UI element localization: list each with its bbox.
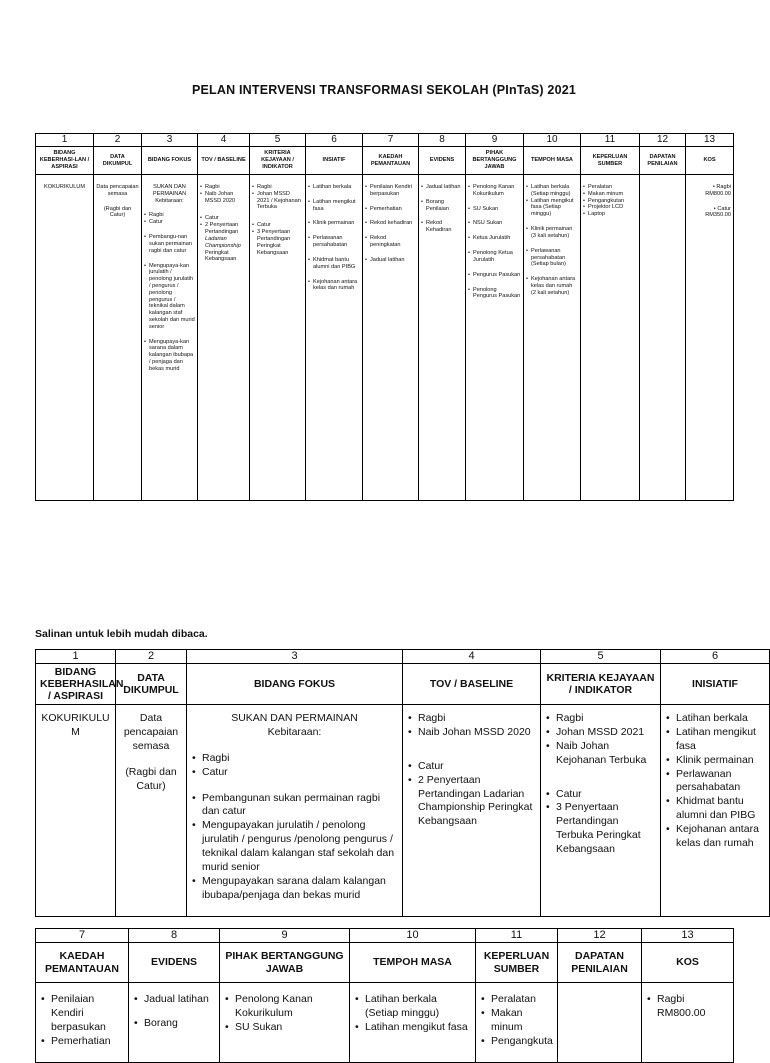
column-header: TEMPOH MASA (524, 147, 581, 175)
cell-aspirasi (36, 175, 94, 501)
column-header: BIDANG FOKUS (187, 664, 403, 705)
column-number: 1 (36, 650, 116, 664)
cell-text: 2 Penyertaan Pertandingan (205, 222, 239, 236)
cell-tov (403, 705, 541, 917)
list-item: • Catur (144, 219, 195, 226)
column-number: 11 (476, 929, 558, 943)
column-number: 7 (36, 929, 129, 943)
column-number: 11 (581, 134, 640, 147)
column-number: 8 (129, 929, 220, 943)
list-item: • Mengupaya-kan sarana dalam kalangan ibubapa / penjaga dan bekas murid (144, 339, 195, 373)
column-header: EVIDENS (129, 943, 220, 983)
list-item: • Rekod Kehadiran (421, 220, 463, 234)
cell-kaedah (363, 175, 419, 501)
list-item: • Naib Johan MSSD 2020 (407, 726, 536, 740)
column-header: PIHAK BERTANGGUNG JAWAB (466, 147, 524, 175)
column-header: PIHAK BERTANGGUNG JAWAB (220, 943, 350, 983)
column-header: DAPATAN PENILAIAN (558, 943, 642, 983)
column-header: KRITERIA KEJAYAAN / INDIKATOR (541, 664, 661, 705)
cell-pihak (220, 983, 350, 1063)
list-item: • Ketua Jurulatih (468, 235, 521, 242)
list-item: • Makan minum (583, 191, 637, 198)
list-item: • Klinik permainan (308, 220, 360, 227)
cell-text: Kebitaraan: (267, 726, 322, 739)
column-header: KRITERIA KEJAYAAN / INDIKATOR (250, 147, 306, 175)
list-item: • Catur (407, 760, 536, 774)
column-number: 5 (250, 134, 306, 147)
list-item: • Khidmat bantu alumni dan PIBG (665, 795, 765, 823)
cell-aspirasi (36, 705, 116, 917)
column-header: EVIDENS (419, 147, 466, 175)
column-header: TOV / BASELINE (198, 147, 250, 175)
list-item: • Penilaian Kendiri berpasukan (365, 184, 416, 198)
plan-table-part-2 (35, 928, 734, 1063)
column-number: 13 (642, 929, 734, 943)
list-item: • Latihan mengikut fasa (Setiap minggu) (526, 198, 578, 218)
list-item: • Ragbi (252, 184, 303, 191)
column-number: 10 (524, 134, 581, 147)
list-item: • Borang Penilaian (421, 199, 463, 213)
column-number: 4 (198, 134, 250, 147)
list-item: • Rekod kehadiran (365, 220, 416, 227)
cell-text: Kebitaraan: (155, 197, 184, 204)
cell-text: Peringkat Kebangsaan (205, 249, 237, 263)
list-item: • Rekod peningkatan (365, 235, 416, 249)
column-number: 5 (541, 650, 661, 664)
list-item (200, 222, 247, 263)
cell-tempoh (524, 175, 581, 501)
cell-keperluan (476, 983, 558, 1063)
list-item: • Mengupayakan jurulatih / penolong jurulatih / pengurus /penolong pengurus / teknikal dalam kalangan staf sekolah dan murid senior (191, 819, 398, 874)
list-item: • Latihan berkala (Setiap minggu) (526, 184, 578, 198)
column-header: BIDANG KEBERHASI-LAN / ASPIRASI (36, 147, 94, 175)
column-number: 6 (306, 134, 363, 147)
column-number: 10 (350, 929, 476, 943)
plan-table-part-1 (35, 649, 770, 917)
list-item: • Ragbi RM800.00 (646, 993, 729, 1021)
column-number: 3 (187, 650, 403, 664)
cell-kos (686, 175, 734, 501)
cell-text: SUKAN DAN PERMAINAN (152, 184, 187, 197)
document-title: PELAN INTERVENSI TRANSFORMASI SEKOLAH (PInTaS) 2021 (191, 83, 577, 97)
cell-pihak (466, 175, 524, 501)
list-item: • Naib Johan MSSD 2020 (200, 191, 247, 205)
cell-bidang-fokus (142, 175, 198, 501)
column-header: KAEDAH PEMANTAUAN (363, 147, 419, 175)
list-item: • Jadual latihan (365, 257, 416, 264)
list-item: • Penilaian Kendiri berpasukan (40, 993, 124, 1035)
list-item: • Penolong Kanan Kokurikulum (468, 184, 521, 198)
list-item: • Jadual latihan (421, 184, 463, 191)
list-item: • Catur (545, 788, 656, 802)
cell-kriteria (541, 705, 661, 917)
cell-keperluan (581, 175, 640, 501)
list-item: • Latihan mengikut fasa (308, 199, 360, 213)
cell-inisiatif (306, 175, 363, 501)
list-item: • Johan MSSD 2021 / Kejohanan Terbuka (252, 191, 303, 211)
cell-text: (Ragbi dan Catur) (103, 205, 132, 219)
cell-text: (Ragbi dan Catur) (125, 765, 177, 792)
list-item: • Perlawanan persahabatan (308, 235, 360, 249)
list-item: • Catur (191, 766, 398, 780)
cell-dapatan (640, 175, 686, 501)
cell-data (116, 705, 187, 917)
cell-text: Ragbi RM800.00 (705, 184, 731, 197)
list-item: • Ragbi (144, 212, 195, 219)
list-item: • Perlawanan persahabatan (Setiap bulan) (526, 248, 578, 268)
list-item: • Naib Johan Kejohanan Terbuka (545, 740, 656, 768)
cell-dapatan (558, 983, 642, 1063)
cell-evidens (129, 983, 220, 1063)
list-item: • Pengangkutan (583, 198, 637, 205)
list-item: • Peralatan (583, 184, 637, 191)
column-header: KOS (642, 943, 734, 983)
column-header: INISIATIF (661, 664, 770, 705)
cell-inisiatif (661, 705, 770, 917)
cell-text: Data pencapaian semasa (96, 184, 139, 197)
list-item: • SU Sukan (468, 206, 521, 213)
column-header: DATA DIKUMPUL (116, 664, 187, 705)
list-item: • Latihan berkala (308, 184, 360, 191)
column-number: 1 (36, 134, 94, 147)
column-header: INSIATIF (306, 147, 363, 175)
list-item: • Kejohanan antara kelas dan rumah (2 kali setahun) (526, 276, 578, 296)
column-header: BIDANG KEBERHASILAN / ASPIRASI (36, 664, 116, 705)
column-number: 6 (661, 650, 770, 664)
list-item: • Perlawanan persahabatan (665, 768, 765, 796)
list-item: • Klinik permainan (3 kali setahun) (526, 226, 578, 240)
list-item: • Latihan mengikut fasa (354, 1021, 471, 1035)
list-item: • Pemerhatian (365, 206, 416, 213)
list-item: • Kejohanan antara kelas dan rumah (308, 279, 360, 293)
column-header: KOS (686, 147, 734, 175)
column-number: 3 (142, 134, 198, 147)
cell-data (94, 175, 142, 501)
list-item: • Latihan berkala (665, 712, 765, 726)
cell-text: SUKAN DAN PERMAINAN (231, 712, 358, 725)
list-item: • Projektor LCD (583, 204, 637, 211)
list-item: • Borang (133, 1017, 215, 1031)
list-item: • Penolong Ketua Jurulatih (468, 250, 521, 264)
column-number: 12 (558, 929, 642, 943)
list-item: • Mengupayakan sarana dalam kalangan ibubapa/penjaga dan bekas murid (191, 875, 398, 903)
list-item: • Laptop (583, 211, 637, 218)
list-item: • Latihan berkala (Setiap minggu) (354, 993, 471, 1021)
list-item: • Mengupaya-kan jurulatih / penolong jurulatih / pengurus / penolong pengurus / teknikal dalam kalangan staf sekolah dan murid senior (144, 263, 195, 331)
column-header: KAEDAH PEMANTAUAN (36, 943, 129, 983)
list-item: • Pengangkuta (480, 1035, 553, 1049)
list-item: • Khidmat bantu alumni dan PIBG (308, 257, 360, 271)
column-header: TEMPOH MASA (350, 943, 476, 983)
cell-bidang-fokus (187, 705, 403, 917)
column-header: KEPERLUAN SUMBER (581, 147, 640, 175)
list-item: • Catur (200, 215, 247, 222)
caption: Salinan untuk lebih mudah dibaca. (35, 628, 208, 640)
cell-kos (642, 983, 734, 1063)
column-header: DATA DIKUMPUL (94, 147, 142, 175)
column-number: 2 (94, 134, 142, 147)
list-item: • 3 Penyertaan Pertandingan Terbuka Peringkat Kebangsaan (545, 801, 656, 856)
list-item: • Penolong Pengurus Pasukan (468, 287, 521, 301)
column-header: KEPERLUAN SUMBER (476, 943, 558, 983)
list-item: • 3 Penyertaan Pertandingan Peringkat Kebangsaan (252, 229, 303, 256)
list-item: • NSU Sukan (468, 220, 521, 227)
column-number: 4 (403, 650, 541, 664)
column-number: 12 (640, 134, 686, 147)
list-item: • Pembangunan sukan permainan ragbi dan catur (191, 792, 398, 820)
column-number: 9 (220, 929, 350, 943)
list-item: • Ragbi (191, 752, 398, 766)
list-item: • 2 Penyertaan Pertandingan Ladarian Championship Peringkat Kebangsaan (407, 774, 536, 829)
cell-text: Data pencapaian semasa (123, 712, 179, 752)
list-item: • Kejohanan antara kelas dan rumah (665, 823, 765, 851)
list-item: • Pemerhatian (40, 1035, 124, 1049)
cell-kaedah (36, 983, 129, 1063)
cell-text: Catur RM350.00 (705, 205, 731, 219)
cell-text: Ladarian Championship (205, 235, 241, 249)
cell-text: KOKURIKULUM (43, 184, 86, 190)
list-item: • Ragbi (545, 712, 656, 726)
column-header: DAPATAN PENILAIAN (640, 147, 686, 175)
cell-tempoh (350, 983, 476, 1063)
cell-text: • Ragbi RM800.00 (705, 184, 731, 197)
list-item: • Catur (252, 222, 303, 229)
list-item: • SU Sukan (224, 1021, 345, 1035)
list-item: • Penolong Kanan Kokurikulum (224, 993, 345, 1021)
list-item: • Peralatan (480, 993, 553, 1007)
list-item: • Ragbi (200, 184, 247, 191)
plan-table-small (35, 133, 734, 501)
cell-text: • Catur RM350.00 (705, 205, 731, 219)
list-item: • Ragbi (407, 712, 536, 726)
column-number: 13 (686, 134, 734, 147)
list-item: • Latihan mengikut fasa (665, 726, 765, 754)
list-item: • Jadual latihan (133, 993, 215, 1007)
list-item: • Pengurus Pasukan (468, 272, 521, 279)
column-header: TOV / BASELINE (403, 664, 541, 705)
column-number: 9 (466, 134, 524, 147)
column-number: 8 (419, 134, 466, 147)
cell-kriteria (250, 175, 306, 501)
list-item: • Makan minum (480, 1007, 553, 1035)
column-number: 2 (116, 650, 187, 664)
list-item: • Johan MSSD 2021 (545, 726, 656, 740)
column-header: BIDANG FOKUS (142, 147, 198, 175)
cell-evidens (419, 175, 466, 501)
cell-tov (198, 175, 250, 501)
column-number: 7 (363, 134, 419, 147)
list-item: • Klinik permainan (665, 754, 765, 768)
cell-text: KOKURIKULUM (41, 712, 110, 739)
list-item: • Pembangu-nan sukan permainan ragbi dan catur (144, 234, 195, 254)
